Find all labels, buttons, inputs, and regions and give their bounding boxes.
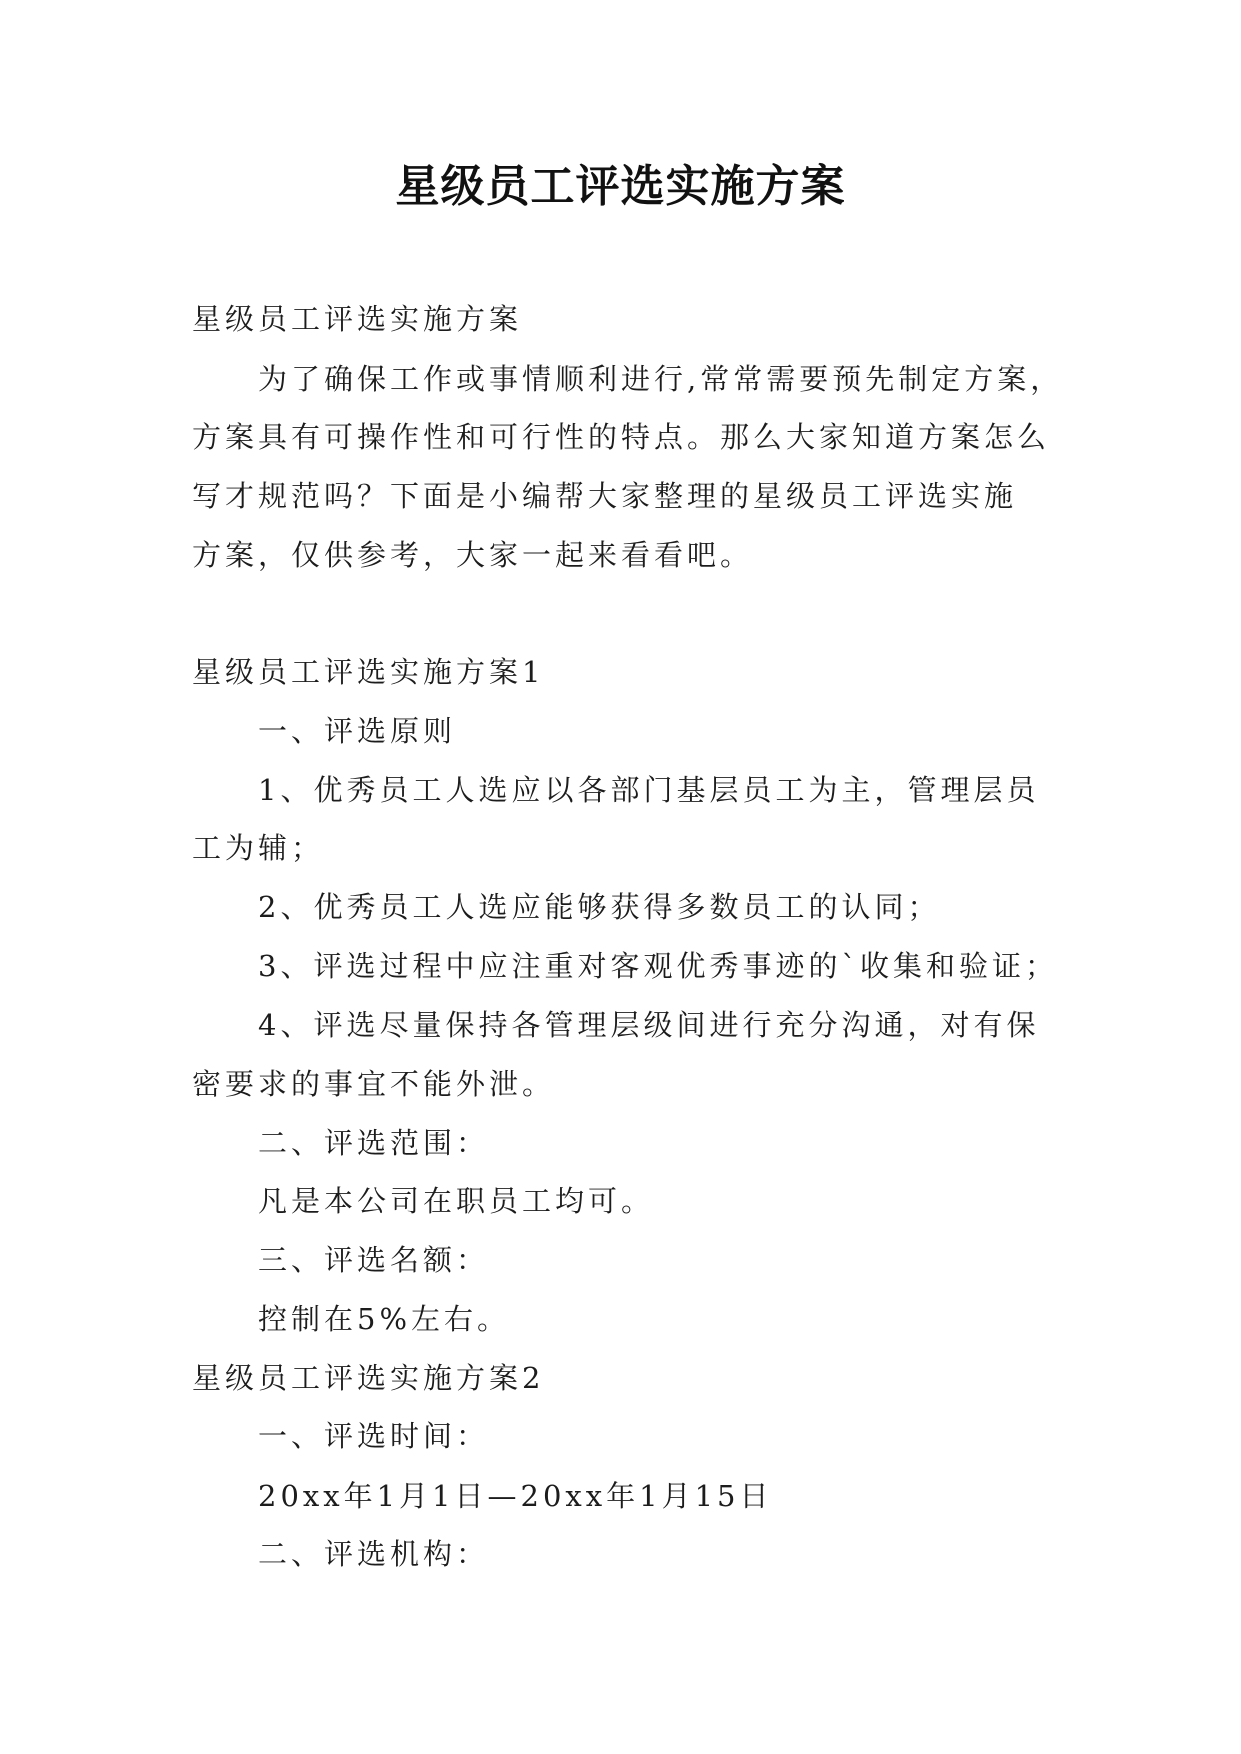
paragraph-line: 凡是本公司在职员工均可。 (258, 1184, 655, 1218)
subheading: 三、评选名额： (258, 1243, 490, 1277)
section-heading: 星级员工评选实施方案 (192, 302, 523, 336)
paragraph-line: 为了确保工作或事情顺利进行,常常需要预先制定方案， (258, 362, 1064, 396)
paragraph-line: 方案，仅供参考，大家一起来看看吧。 (192, 538, 754, 572)
paragraph-line: 4、评选尽量保持各管理层级间进行充分沟通，对有保 (258, 1008, 1040, 1042)
paragraph-line: 1、优秀员工人选应以各部门基层员工为主，管理层员 (258, 773, 1040, 807)
subheading: 一、评选原则 (258, 714, 457, 748)
paragraph-line: 控制在5%左右。 (258, 1302, 511, 1336)
subheading: 一、评选时间： (258, 1419, 490, 1453)
paragraph-line: 2、优秀员工人选应能够获得多数员工的认同； (258, 890, 941, 924)
paragraph-line: 20xx年1月1日—20xx年1月15日 (258, 1479, 773, 1513)
paragraph-line: 3、评选过程中应注重对客观优秀事迹的`收集和验证； (258, 949, 1058, 983)
paragraph-line: 方案具有可操作性和可行性的特点。那么大家知道方案怎么 (192, 420, 1051, 454)
paragraph-line: 工为辅； (192, 831, 325, 865)
subheading: 二、评选机构： (258, 1537, 490, 1571)
section-heading: 星级员工评选实施方案2 (192, 1361, 545, 1395)
section-heading: 星级员工评选实施方案1 (192, 655, 545, 689)
document-title: 星级员工评选实施方案 (395, 161, 846, 212)
subheading: 二、评选范围： (258, 1126, 490, 1160)
paragraph-line: 写才规范吗？下面是小编帮大家整理的星级员工评选实施 (192, 479, 1018, 513)
paragraph-line: 密要求的事宜不能外泄。 (192, 1067, 556, 1101)
